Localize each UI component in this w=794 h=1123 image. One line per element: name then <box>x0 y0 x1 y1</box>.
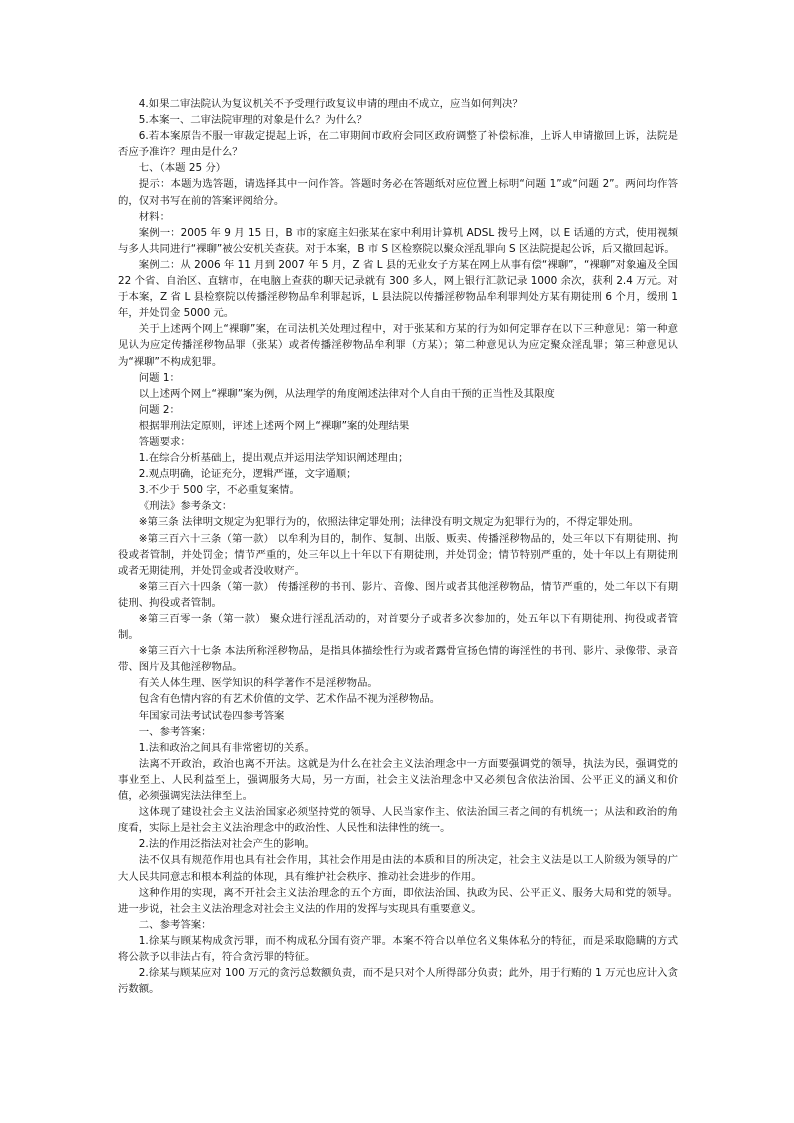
answer-two-point-1: 1.徐某与顾某构成贪污罪，而不构成私分国有资产罪。本案不符合以单位名义集体私分的特征，而是采取隐瞒的方式将公款予以非法占有，符合贪污罪的特征。 <box>118 934 678 963</box>
article-3: ※第三条 法律明文规定为犯罪行为的，依照法律定罪处刑；法律没有明文规定为犯罪行为的，不得定罪处刑。 <box>138 516 640 529</box>
answer-one-paragraph-c: 法不仅具有规范作用也具有社会作用，其社会作用是由法的本质和目的所决定，社会主义法是以工人阶级为领导的广大人民共同意志和根本利益的体现，具有维护社会秩序、推动社会进步的作用。 <box>118 854 678 883</box>
document-page <box>118 96 678 997</box>
requirement-3: 3.不少于 500 字，不必重复案情。 <box>138 484 300 497</box>
requirements-label: 答题要求： <box>138 435 191 448</box>
article-367-clause-3: 包含有色情内容的有艺术价值的文学、艺术作品不视为淫秽物品。 <box>138 693 441 706</box>
case-one-paragraph: 案例一：2005 年 9 月 15 日，B 市的家庭主妇张某在家中利用计算机 ADSL 拨号上网，以 E 话通的方式，使用视频与多人共同进行“裸聊”被公安机关查获。对于本案，B 市 S 区检察院以聚众淫乱罪向 S 区法院提起公诉，后又撤回起诉。 <box>118 226 678 255</box>
article-364: ※第三百六十四条（第一款） 传播淫秽的书刊、影片、音像、图片或者其他淫秽物品，情节严重的，处二年以下有期徒刑、拘役或者管制。 <box>118 580 678 609</box>
criminal-law-reference-label: 《刑法》参考条文： <box>138 500 233 513</box>
question-4: 4.如果二审法院认为复议机关不予受理行政复议申请的理由不成立，应当如何判决？ <box>138 98 523 110</box>
material-label: 材料： <box>138 210 170 223</box>
question-2-label: 问题 2： <box>138 403 180 416</box>
question-1-label: 问题 1： <box>138 371 180 384</box>
answer-one-paragraph-b: 这体现了建设社会主义法治国家必须坚持党的领导、人民当家作主、依法治国三者之间的有机统一；从法和政治的角度看，实际上是社会主义法治理念中的政治性、人民性和法律性的统一。 <box>118 806 678 835</box>
answer-one-point-2: 2.法的作用泛指法对社会产生的影响。 <box>138 838 315 851</box>
answer-one-paragraph-a: 法离不开政治，政治也离不开法。这就是为什么在社会主义法治理念中一方面要强调党的领导，执法为民，强调党的事业至上、人民利益至上，强调服务大局，另一方面，社会主义法治理念中又必须包含依法治国、公平正义的涵义和价值，必须强调宪法法律至上。 <box>118 757 678 803</box>
question-5: 5.本案一、二审法院审理的对象是什么？为什么？ <box>138 114 367 127</box>
article-367: ※第三百六十七条 本法所称淫秽物品，是指具体描绘性行为或者露骨宣扬色情的诲淫性的书刊、影片、录像带、录音带、图片及其他淫秽物品。 <box>118 645 678 674</box>
case-two-paragraph: 案例二：从 2006 年 11 月到 2007 年 5 月，Z 省 L 县的无业女子方某在网上从事有偿“裸聊”，“裸聊”对象遍及全国 22 个省、自治区、直辖市，在电脑上查获的聊天记录就有 300 多人，网上银行汇款记录 1000 余次，获利 2.4 万元。对于本案，Z 省 L 县检察院以传播淫秽物品牟利罪起诉，L 县法院以传播淫秽物品牟利罪判处方某有期徒刑 6 个月，缓刑 1 年，并处罚金 5000 元。 <box>118 258 678 320</box>
answer-one-paragraph-d: 这种作用的实现，离不开社会主义法治理念的五个方面，即依法治国、执政为民、公平正义、服务大局和党的领导。进一步说，社会主义法治理念对社会主义法的作用的发挥与实现具有重要意义。 <box>118 886 678 915</box>
question-6: 6.若本案原告不服一审裁定提起上诉，在二审期间市政府会同区政府调整了补偿标准，上诉人申请撤回上诉，法院是否应予准许？理由是什么？ <box>118 130 678 159</box>
answer-two-heading: 二、参考答案： <box>138 918 212 931</box>
answer-key-title: 年国家司法考试试卷四参考答案 <box>138 709 285 722</box>
answer-one-point-1: 1.法和政治之间具有非常密切的关系。 <box>138 741 315 754</box>
article-363: ※第三百六十三条（第一款） 以牟利为目的，制作、复制、出版、贩卖、传播淫秽物品的，处三年以下有期徒刑、拘役或者管制，并处罚金；情节严重的，处三年以上十年以下有期徒刑，并处罚金；情节特别严重的，处十年以上有期徒刑或者无期徒刑，并处罚金或者没收财产。 <box>118 532 678 577</box>
opinions-paragraph: 关于上述两个网上“裸聊”案，在司法机关处理过程中，对于张某和方某的行为如何定罪存在以下三种意见：第一种意见认为应定传播淫秽物品罪（张某）或者传播淫秽物品牟利罪（方某）；第二种意见认为应定聚众淫乱罪；第三种意见认为“裸聊”不构成犯罪。 <box>118 323 678 368</box>
question-2-text: 根据罪刑法定原则，评述上述两个网上“裸聊”案的处理结果 <box>138 419 410 432</box>
requirement-1: 1.在综合分析基础上，提出观点并运用法学知识阐述理由； <box>138 452 409 465</box>
requirement-2: 2.观点明确，论证充分，逻辑严谨，文字通顺； <box>138 468 357 481</box>
article-301: ※第三百零一条（第一款） 聚众进行淫乱活动的，对首要分子或者多次参加的，处五年以下有期徒刑、拘役或者管制。 <box>118 613 678 642</box>
question-1-text: 以上述两个网上“裸聊”案为例，从法理学的角度阐述法律对个人自由干预的正当性及其限度 <box>138 387 555 400</box>
prompt-paragraph: 提示：本题为选答题，请选择其中一问作答。答题时务必在答题纸对应位置上标明“问题 1”或“问题 2”。两问均作答的，仅对书写在前的答案评阅给分。 <box>118 178 678 207</box>
answer-two-point-2: 2.徐某与顾某应对 100 万元的贪污总数额负责，而不是只对个人所得部分负责；此外，用于行贿的 1 万元也应计入贪污数额。 <box>118 967 678 996</box>
article-367-clause-2: 有关人体生理、医学知识的科学著作不是淫秽物品。 <box>138 677 378 690</box>
answer-one-heading: 一、参考答案： <box>138 725 212 738</box>
section-seven-heading: 七、（本题 25 分） <box>138 162 227 175</box>
